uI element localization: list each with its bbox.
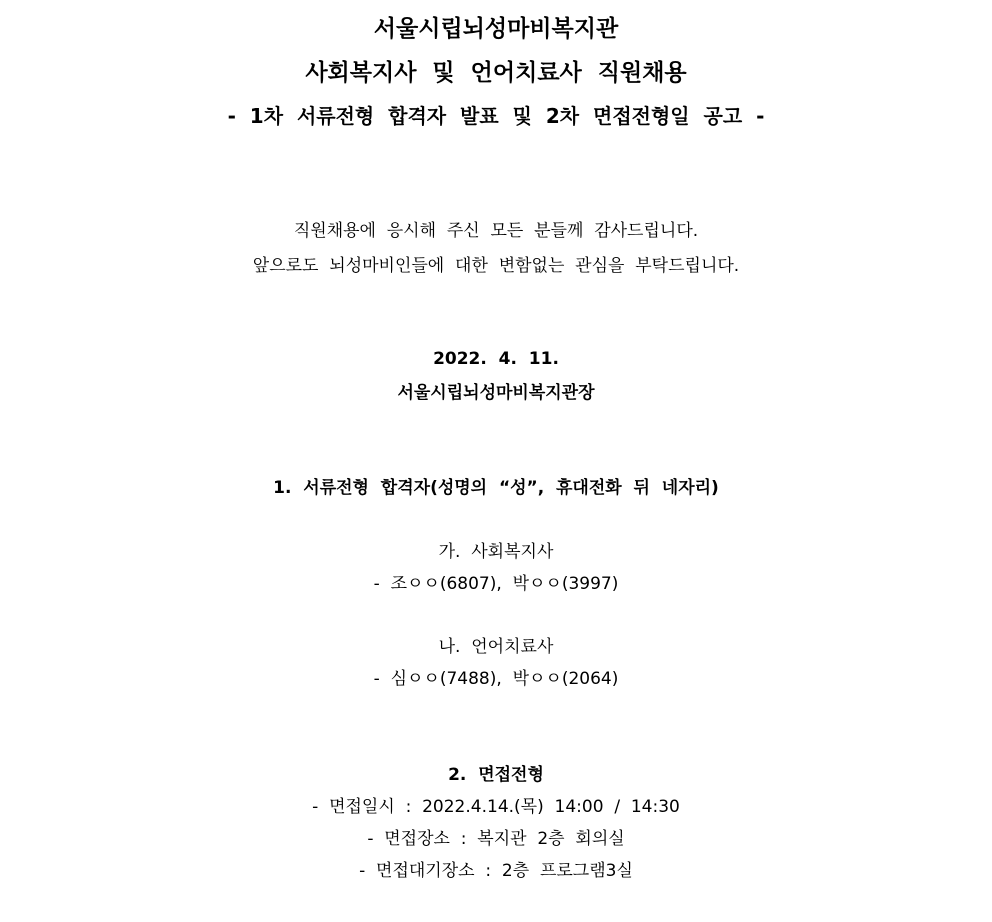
group-label-social-worker: 가. 사회복지사 (438, 542, 554, 562)
section-2-heading: 2. 면접전형 (448, 765, 544, 785)
interview-location: - 면접장소 : 복지관 2층 회의실 (367, 829, 625, 849)
group-label-speech-therapist: 나. 언어치료사 (438, 637, 554, 657)
issuer-name: 서울시립뇌성마비복지관장 (397, 383, 595, 403)
greeting-line-2: 앞으로도 뇌성마비인들에 대한 변함없는 관심을 부탁드립니다. (252, 256, 740, 276)
candidates-speech-therapist: - 심ㅇㅇ(7488), 박ㅇㅇ(2064) (373, 669, 619, 689)
interview-waiting-room: - 면접대기장소 : 2층 프로그램3실 (359, 861, 633, 881)
candidates-social-worker: - 조ㅇㅇ(6807), 박ㅇㅇ(3997) (373, 574, 619, 594)
section-1-heading: 1. 서류전형 합격자(성명의 “성”, 휴대전화 뒤 네자리) (273, 478, 719, 498)
recruitment-title: 사회복지사 및 언어치료사 직원채용 (305, 60, 687, 86)
announcement-date: 2022. 4. 11. (433, 349, 559, 369)
announcement-subtitle: - 1차 서류전형 합격자 발표 및 2차 면접전형일 공고 - (227, 104, 765, 128)
interview-datetime: - 면접일시 : 2022.4.14.(목) 14:00 / 14:30 (312, 797, 680, 817)
greeting-line-1: 직원채용에 응시해 주신 모든 분들께 감사드립니다. (293, 221, 699, 241)
org-title: 서울시립뇌성마비복지관 (373, 16, 619, 42)
